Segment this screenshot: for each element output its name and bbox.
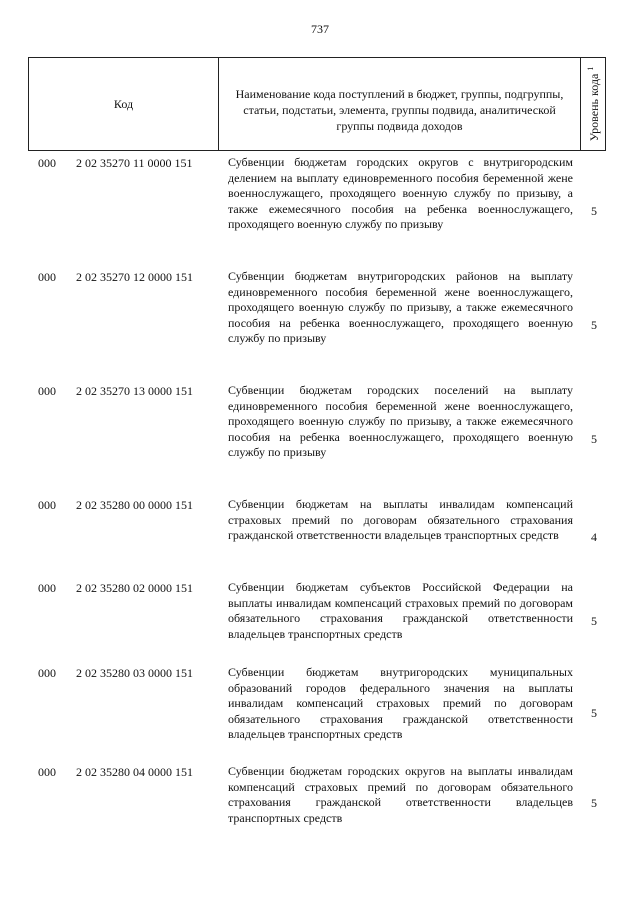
row-level: 5 [591,432,597,446]
header-level-cell [581,58,606,150]
header-level [586,67,602,142]
header-name: Наименование кода поступлений в бюджет, группы, подгруппы, статьи, подстатьи, элемента, группы подвида, аналитической группы подвида доходов [219,58,581,150]
row-code: 2 02 35270 11 0000 151 [76,156,193,170]
row-name: Субвенции бюджетам на выплаты инвалидам компенсаций страховых премий по договорам обязательного страхования гражданской ответственности владельцев транспортных средств [228,497,573,542]
row-prefix: 000 [38,156,56,170]
row-level: 5 [591,614,597,628]
header-level-footnote: 1 [585,66,595,71]
row-level: 5 [591,796,597,810]
row-level: 5 [591,204,597,218]
row-prefix: 000 [38,581,56,595]
table-header [28,57,606,151]
row-name: Субвенции бюджетам внутригородских районов на выплату единовременного пособия беременной жене военнослужащего, проходящего военную службу по призыву, а также ежемесячного пособия на ребенка военнослужащего, проходящего военную службу по призыву [228,269,573,345]
row-prefix: 000 [38,270,56,284]
row-name: Субвенции бюджетам городских округов на выплаты инвалидам компенсаций страховых премий по договорам обязательного страхования гражданской ответственности владельцев транспортных средств [228,764,573,825]
row-level: 5 [591,318,597,332]
row-prefix: 000 [38,384,56,398]
row-name: Субвенции бюджетам внутригородских муниципальных образований городов федерального значения на выплаты инвалидам компенсаций страховых премий по договорам обязательного страхования гражданской ответственности владельцев транспортных средств [228,665,573,741]
row-code: 2 02 35270 12 0000 151 [76,270,193,284]
row-name: Субвенции бюджетам городских поселений на выплату единовременного пособия беременной жене военнослужащего, проходящего военную службу по призыву, а также ежемесячного пособия на ребенка военнослужащего, проходящего военную службу по призыву [228,383,573,459]
header-code: Код [29,58,219,150]
row-code: 2 02 35270 13 0000 151 [76,384,193,398]
row-name: Субвенции бюджетам субъектов Российской Федерации на выплаты инвалидам компенсаций страховых премий по договорам обязательного страхования гражданской ответственности владельцев транспортных средств [228,580,573,641]
row-level: 4 [591,530,597,544]
row-code: 2 02 35280 00 0000 151 [76,498,193,512]
row-code: 2 02 35280 03 0000 151 [76,666,193,680]
row-prefix: 000 [38,666,56,680]
page-number: 737 [311,22,329,36]
row-level: 5 [591,706,597,720]
row-prefix: 000 [38,765,56,779]
row-code: 2 02 35280 02 0000 151 [76,581,193,595]
row-name: Субвенции бюджетам городских округов с внутригородским делением на выплату единовременного пособия беременной жене военнослужащего, проходящего военную службу по призыву, а также ежемесячного пособия на ребенка военнослужащего, проходящего военную службу по призыву [228,155,573,231]
header-level-label: Уровень кода [586,73,601,142]
row-code: 2 02 35280 04 0000 151 [76,765,193,779]
row-prefix: 000 [38,498,56,512]
